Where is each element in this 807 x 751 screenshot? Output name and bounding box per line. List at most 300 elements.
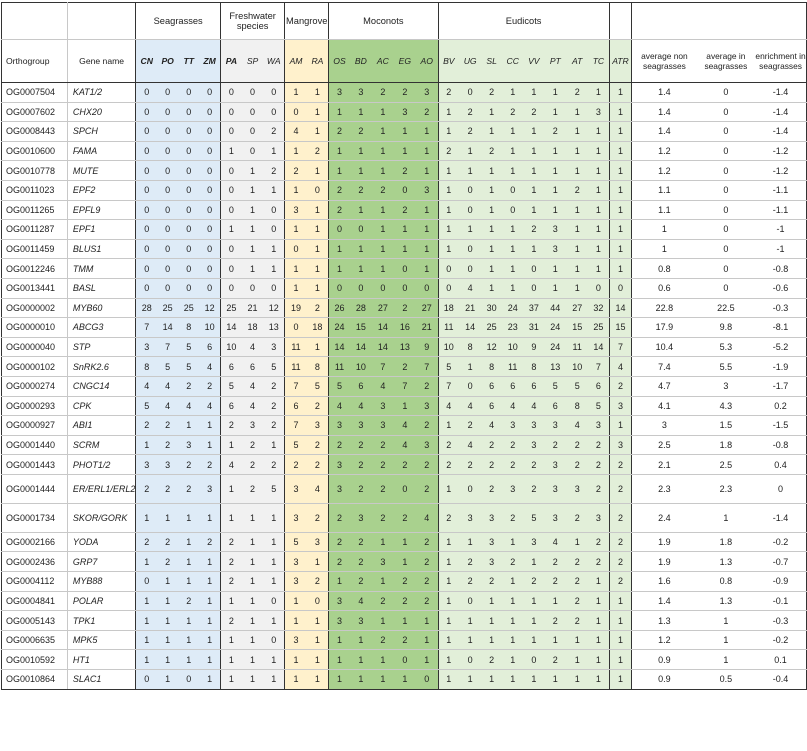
gene-name-cell: POLAR [67,591,136,611]
avg-non-seagrasses-cell: 7.4 [632,357,697,377]
count-cell-ac: 1 [372,102,394,122]
avg-seagrasses-cell: 0 [697,220,755,240]
count-cell-ao: 1 [416,122,438,142]
count-cell-wa: 1 [263,611,285,631]
count-cell-pa: 1 [220,503,241,532]
avg-seagrasses-cell: 0 [697,102,755,122]
count-cell-ug: 0 [459,650,481,670]
count-cell-ac: 2 [372,474,394,503]
count-cell-bv: 1 [438,416,459,436]
count-cell-eg: 2 [394,455,416,475]
count-cell-wa: 1 [263,239,285,259]
species-header-po: PO [157,40,178,83]
avg-seagrasses-cell: 5.3 [697,337,755,357]
count-cell-pt: 4 [544,532,566,552]
avg-seagrasses-cell: 0 [697,83,755,103]
group-mangrove-header: Mangrove [285,3,329,40]
count-cell-wa: 1 [263,670,285,690]
count-cell-pt: 1 [544,141,566,161]
count-cell-ac: 2 [372,630,394,650]
count-cell-ra: 4 [307,474,329,503]
count-cell-atr: 3 [609,435,632,455]
count-cell-sl: 1 [481,278,502,298]
table-row [2,416,807,436]
count-cell-ac: 2 [372,435,394,455]
count-cell-bd: 1 [350,161,372,181]
gene-name-cell: PHOT1/2 [67,455,136,475]
count-cell-ao: 1 [416,611,438,631]
count-cell-atr: 3 [609,396,632,416]
count-cell-tt: 1 [178,416,199,436]
count-cell-at: 2 [566,611,588,631]
species-header-pa: PA [220,40,241,83]
count-cell-bv: 1 [438,239,459,259]
orthogroup-table [1,2,807,690]
count-cell-pt: 5 [544,376,566,396]
count-cell-ug: 1 [459,630,481,650]
count-cell-ao: 1 [416,630,438,650]
table-row [2,337,807,357]
count-cell-ac: 2 [372,503,394,532]
count-cell-atr: 4 [609,357,632,377]
count-cell-ac: 1 [372,220,394,240]
count-cell-ao: 2 [416,552,438,572]
count-cell-bv: 10 [438,337,459,357]
count-cell-tc: 6 [588,376,609,396]
count-cell-zm: 0 [199,122,220,142]
count-cell-vv: 1 [523,141,544,161]
count-cell-ra: 1 [307,630,329,650]
count-cell-ra: 1 [307,161,329,181]
count-cell-cn: 1 [136,552,157,572]
table-row [2,102,807,122]
count-cell-ao: 1 [416,200,438,220]
count-cell-tt: 0 [178,670,199,690]
count-cell-tc: 14 [588,337,609,357]
avg-non-seagrasses-cell: 4.7 [632,376,697,396]
count-cell-po: 1 [157,591,178,611]
count-cell-eg: 1 [394,141,416,161]
count-cell-cn: 0 [136,220,157,240]
count-cell-wa: 5 [263,357,285,377]
gene-name-cell: GRP7 [67,552,136,572]
count-cell-wa: 0 [263,278,285,298]
count-cell-ra: 2 [307,141,329,161]
avg-non-seagrasses-cell: 17.9 [632,318,697,338]
count-cell-bv: 0 [438,259,459,279]
count-cell-tc: 0 [588,278,609,298]
count-cell-tt: 1 [178,572,199,592]
count-cell-at: 2 [566,552,588,572]
count-cell-tt: 25 [178,298,199,318]
group-averages-header [632,3,807,40]
count-cell-am: 2 [285,161,307,181]
count-cell-bd: 4 [350,396,372,416]
count-cell-cc: 1 [502,122,523,142]
count-cell-sl: 2 [481,572,502,592]
count-cell-tt: 2 [178,474,199,503]
count-cell-ao: 27 [416,298,438,318]
count-cell-ra: 2 [307,455,329,475]
count-cell-eg: 1 [394,239,416,259]
count-cell-cc: 1 [502,259,523,279]
count-cell-ug: 0 [459,200,481,220]
count-cell-at: 1 [566,239,588,259]
count-cell-atr: 1 [609,239,632,259]
count-cell-cc: 1 [502,611,523,631]
gene-name-cell: SLAC1 [67,670,136,690]
count-cell-ac: 3 [372,552,394,572]
count-cell-zm: 10 [199,318,220,338]
count-cell-tc: 2 [588,474,609,503]
species-header-cn: CN [136,40,157,83]
enrichment-cell: 0 [755,474,806,503]
count-cell-tc: 1 [588,670,609,690]
orthogroup-cell: OG0010778 [2,161,68,181]
count-cell-ug: 1 [459,611,481,631]
count-cell-wa: 0 [263,220,285,240]
count-cell-po: 14 [157,318,178,338]
count-cell-am: 3 [285,572,307,592]
count-cell-am: 1 [285,220,307,240]
count-cell-am: 1 [285,180,307,200]
count-cell-ra: 2 [307,572,329,592]
count-cell-tc: 2 [588,435,609,455]
table-row [2,396,807,416]
species-header-am: AM [285,40,307,83]
count-cell-os: 5 [329,376,350,396]
avg-non-seagrasses-cell: 1.6 [632,572,697,592]
count-cell-atr: 2 [609,552,632,572]
count-cell-tt: 1 [178,650,199,670]
count-cell-bd: 1 [350,239,372,259]
count-cell-am: 3 [285,552,307,572]
count-cell-sl: 8 [481,357,502,377]
count-cell-sp: 1 [242,200,263,220]
avg-seagrasses-cell: 0 [697,122,755,142]
count-cell-ac: 0 [372,278,394,298]
count-cell-atr: 1 [609,180,632,200]
count-cell-tt: 4 [178,396,199,416]
count-cell-at: 2 [566,572,588,592]
group-monocots-header: Moconots [329,3,438,40]
count-cell-atr: 1 [609,141,632,161]
count-cell-sp: 0 [242,83,263,103]
count-cell-vv: 1 [523,630,544,650]
species-header-ao: AO [416,40,438,83]
count-cell-wa: 1 [263,572,285,592]
count-cell-wa: 1 [263,435,285,455]
count-cell-pa: 14 [220,318,241,338]
count-cell-sp: 1 [242,220,263,240]
species-header-zm: ZM [199,40,220,83]
count-cell-sl: 1 [481,259,502,279]
avg-seagrasses-cell: 2.3 [697,474,755,503]
count-cell-am: 3 [285,200,307,220]
count-cell-ra: 1 [307,83,329,103]
count-cell-eg: 1 [394,220,416,240]
count-cell-wa: 13 [263,318,285,338]
count-cell-at: 4 [566,416,588,436]
avg-non-seagrasses-cell: 1.3 [632,611,697,631]
count-cell-ao: 2 [416,455,438,475]
avg-non-seagrasses-cell: 4.1 [632,396,697,416]
count-cell-zm: 0 [199,220,220,240]
avg-seagrasses-cell: 5.5 [697,357,755,377]
count-cell-os: 2 [329,435,350,455]
count-cell-ao: 0 [416,670,438,690]
count-cell-cn: 1 [136,630,157,650]
count-cell-ra: 1 [307,200,329,220]
count-cell-sl: 2 [481,435,502,455]
count-cell-at: 1 [566,200,588,220]
count-cell-vv: 2 [523,102,544,122]
enrichment-cell: -0.3 [755,611,806,631]
count-cell-ac: 2 [372,455,394,475]
count-cell-pt: 1 [544,200,566,220]
enrichment-cell: -1.4 [755,102,806,122]
count-cell-tc: 1 [588,220,609,240]
avg-seagrasses-cell: 9.8 [697,318,755,338]
orthogroup-cell: OG0001440 [2,435,68,455]
count-cell-vv: 31 [523,318,544,338]
table-row [2,630,807,650]
count-cell-pa: 6 [220,357,241,377]
count-cell-atr: 1 [609,220,632,240]
count-cell-ra: 1 [307,239,329,259]
count-cell-ac: 1 [372,259,394,279]
count-cell-at: 1 [566,161,588,181]
table-row [2,141,807,161]
avg-non-seagrasses-cell: 1.9 [632,552,697,572]
count-cell-sl: 1 [481,239,502,259]
enrichment-cell: -8.1 [755,318,806,338]
count-cell-wa: 2 [263,376,285,396]
orthogroup-cell: OG0000274 [2,376,68,396]
count-cell-ao: 1 [416,161,438,181]
count-cell-ug: 14 [459,318,481,338]
count-cell-tt: 2 [178,591,199,611]
count-cell-vv: 3 [523,416,544,436]
count-cell-wa: 0 [263,200,285,220]
count-cell-sl: 2 [481,650,502,670]
count-cell-sl: 4 [481,416,502,436]
table-row [2,122,807,142]
count-cell-tc: 1 [588,200,609,220]
count-cell-am: 4 [285,122,307,142]
count-cell-pt: 1 [544,591,566,611]
count-cell-bd: 2 [350,552,372,572]
count-cell-ug: 0 [459,239,481,259]
count-cell-am: 3 [285,474,307,503]
count-cell-bd: 2 [350,435,372,455]
count-cell-wa: 2 [263,455,285,475]
avg-non-seagrasses-cell: 1.4 [632,122,697,142]
count-cell-tt: 0 [178,259,199,279]
count-cell-pa: 0 [220,161,241,181]
count-cell-sp: 2 [242,474,263,503]
count-cell-wa: 2 [263,161,285,181]
count-cell-os: 3 [329,455,350,475]
count-cell-bv: 1 [438,200,459,220]
count-cell-atr: 1 [609,122,632,142]
avg-seagrasses-cell: 1 [697,503,755,532]
enrichment-cell: 0.2 [755,396,806,416]
species-header-vv: VV [523,40,544,83]
orthogroup-cell: OG0000927 [2,416,68,436]
avg-non-seagrasses-cell: 2.4 [632,503,697,532]
count-cell-eg: 0 [394,474,416,503]
count-cell-sp: 4 [242,376,263,396]
count-cell-vv: 1 [523,591,544,611]
count-cell-ra: 1 [307,650,329,670]
count-cell-cc: 2 [502,503,523,532]
avg-non-seagrasses-cell: 2.3 [632,474,697,503]
count-cell-zm: 2 [199,532,220,552]
count-cell-ra: 1 [307,611,329,631]
count-cell-po: 1 [157,503,178,532]
count-cell-cn: 0 [136,141,157,161]
count-cell-ra: 1 [307,670,329,690]
count-cell-sl: 3 [481,532,502,552]
enrichment-cell: 0.4 [755,455,806,475]
gene-name-header: Gene name [67,40,136,83]
species-header-atr: ATR [609,40,632,83]
count-cell-cn: 1 [136,503,157,532]
orthogroup-cell: OG0008443 [2,122,68,142]
gene-name-cell: ABCG3 [67,318,136,338]
enrichment-cell: -5.2 [755,337,806,357]
count-cell-sl: 1 [481,611,502,631]
count-cell-am: 6 [285,396,307,416]
count-cell-bv: 1 [438,670,459,690]
orthogroup-cell: OG0001734 [2,503,68,532]
count-cell-ra: 2 [307,396,329,416]
count-cell-pa: 0 [220,239,241,259]
count-cell-eg: 3 [394,102,416,122]
count-cell-eg: 0 [394,650,416,670]
count-cell-am: 7 [285,376,307,396]
count-cell-vv: 9 [523,337,544,357]
count-cell-am: 5 [285,532,307,552]
count-cell-bd: 2 [350,122,372,142]
avg-non-seagrasses-cell: 1 [632,220,697,240]
count-cell-wa: 12 [263,298,285,318]
count-cell-bd: 14 [350,337,372,357]
count-cell-am: 3 [285,503,307,532]
count-cell-eg: 0 [394,180,416,200]
table-row [2,83,807,103]
count-cell-ug: 1 [459,532,481,552]
count-cell-ug: 1 [459,670,481,690]
orthogroup-cell: OG0002166 [2,532,68,552]
count-cell-bd: 2 [350,572,372,592]
avg-seagrasses-cell: 1.3 [697,552,755,572]
count-cell-tc: 32 [588,298,609,318]
count-cell-bv: 1 [438,474,459,503]
enrichment-cell: -1.9 [755,357,806,377]
count-cell-vv: 5 [523,503,544,532]
avg-non-seagrasses-cell: 0.8 [632,259,697,279]
count-cell-ac: 2 [372,83,394,103]
table-row [2,611,807,631]
count-cell-os: 24 [329,318,350,338]
gene-name-cell: MPK5 [67,630,136,650]
orthogroup-cell: OG0005143 [2,611,68,631]
count-cell-os: 1 [329,259,350,279]
count-cell-sp: 1 [242,259,263,279]
count-cell-pt: 6 [544,396,566,416]
avg-seagrasses-cell: 3 [697,376,755,396]
count-cell-sp: 4 [242,337,263,357]
table-row [2,650,807,670]
count-cell-os: 1 [329,630,350,650]
count-cell-os: 14 [329,337,350,357]
count-cell-sl: 3 [481,552,502,572]
orthogroup-cell: OG0007504 [2,83,68,103]
count-cell-bd: 1 [350,630,372,650]
enrichment-cell: -1.2 [755,161,806,181]
count-cell-cn: 3 [136,455,157,475]
count-cell-bv: 1 [438,102,459,122]
count-cell-bd: 28 [350,298,372,318]
count-cell-bv: 1 [438,161,459,181]
count-cell-at: 3 [566,474,588,503]
count-cell-vv: 2 [523,220,544,240]
count-cell-tt: 8 [178,318,199,338]
count-cell-po: 1 [157,611,178,631]
count-cell-ug: 8 [459,337,481,357]
count-cell-ac: 3 [372,396,394,416]
avg-non-seagrasses-cell: 1.1 [632,200,697,220]
count-cell-bd: 3 [350,503,372,532]
count-cell-cn: 4 [136,376,157,396]
avg-seagrasses-cell: 0 [697,161,755,181]
count-cell-pa: 0 [220,122,241,142]
enrichment-cell: -1.4 [755,122,806,142]
count-cell-po: 1 [157,650,178,670]
orthogroup-cell: OG0007602 [2,102,68,122]
count-cell-pt: 2 [544,435,566,455]
count-cell-sp: 1 [242,161,263,181]
count-cell-os: 1 [329,102,350,122]
count-cell-tc: 1 [588,611,609,631]
count-cell-po: 2 [157,416,178,436]
count-cell-ug: 2 [459,572,481,592]
gene-name-cell: EPF1 [67,220,136,240]
count-cell-ra: 2 [307,298,329,318]
count-cell-pa: 1 [220,435,241,455]
count-cell-tt: 3 [178,435,199,455]
count-cell-bv: 2 [438,503,459,532]
gene-name-cell: MYB60 [67,298,136,318]
count-cell-ac: 1 [372,670,394,690]
avg-seagrasses-cell: 0 [697,180,755,200]
count-cell-po: 0 [157,83,178,103]
count-cell-at: 1 [566,630,588,650]
enrichment-cell: -0.2 [755,532,806,552]
count-cell-at: 1 [566,532,588,552]
avg-non-seagrasses-cell: 2.5 [632,435,697,455]
count-cell-zm: 0 [199,161,220,181]
count-cell-cc: 24 [502,298,523,318]
table-row [2,259,807,279]
count-cell-cn: 0 [136,278,157,298]
count-cell-bv: 11 [438,318,459,338]
count-cell-cc: 1 [502,83,523,103]
table-row [2,572,807,592]
count-cell-cn: 8 [136,357,157,377]
